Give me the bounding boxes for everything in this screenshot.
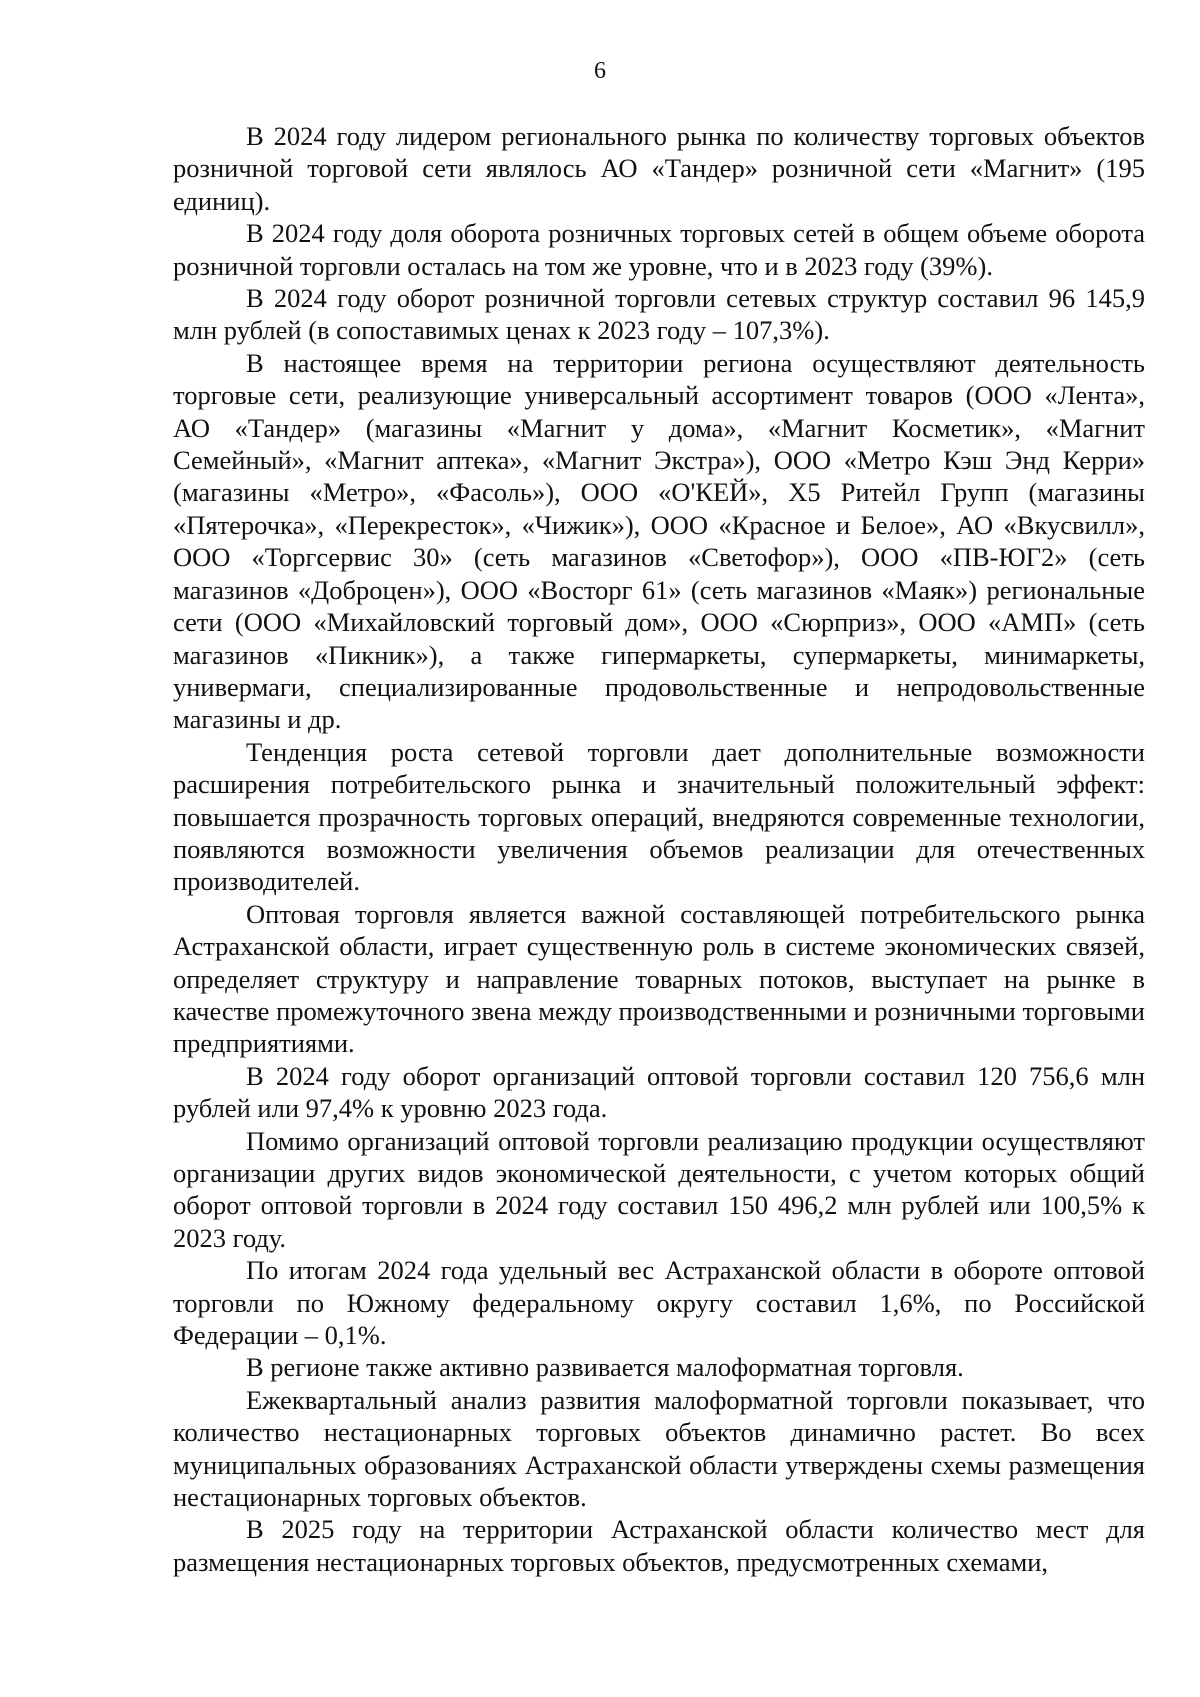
document-body	[173, 120, 1145, 1578]
paragraph-retail-share: В 2024 году доля оборота розничных торговых сетей в общем объеме оборота розничной торговли осталась на том же уровне, что и в 2023 году (39%).	[173, 218, 1145, 281]
paragraph-retail-turnover: В 2024 году оборот розничной торговли сетевых структур составил 96 145,9 млн рублей (в сопоставимых ценах к 2023 году – 107,3%).	[173, 283, 1145, 346]
paragraph-non-stationary-places: В 2025 году на территории Астраханской области количество мест для размещения нестационарных торговых объектов, предусмотренных схемами,	[173, 1514, 1145, 1577]
paragraph-wholesale-share: По итогам 2024 года удельный вес Астраханской области в обороте оптовой торговли по Южному федеральному округу составил 1,6%, по Российской Федерации – 0,1%.	[173, 1255, 1145, 1351]
paragraph-total-wholesale-turnover: Помимо организаций оптовой торговли реализацию продукции осуществляют организации других видов экономической деятельности, с учетом которых общий оборот оптовой торговли в 2024 году составил 150 496,2 млн рублей или 100,5% к 2023 году.	[173, 1125, 1145, 1253]
paragraph-small-format-trade: В регионе также активно развивается малоформатная торговля.	[246, 1352, 964, 1383]
paragraph-retail-leader: В 2024 году лидером регионального рынка по количеству торговых объектов розничной торговой сети являлось АО «Тандер» розничной сети «Магнит» (195 единиц).	[173, 121, 1145, 216]
paragraph-non-stationary-analysis: Ежеквартальный анализ развития малоформатной торговли показывает, что количество нестационарных торговых объектов динамично растет. Во всех муниципальных образованиях Астраханской области утверждены схемы размещения нестационарных торговых объектов.	[173, 1384, 1145, 1513]
paragraph-retail-chains-list: В настоящее время на территории региона осуществляют деятельность торговые сети, реализующие универсальный ассортимент товаров (ООО «Лента», АО «Тандер» (магазины «Магнит у дома», «Магнит Косметик», «Магнит Семейный», «Магнит аптека», «Магнит Экстра»), ООО «Метро Кэш Энд Керри» (магазины «Метро», «Фасоль»), ООО «О'КЕЙ», Х5 Ритейл Групп (магазины «Пятерочка», «Перекресток», «Чижик»), ООО «Красное и Белое», АО «Вкусвилл», ООО «Торгсервис 30» (сеть магазинов «Светофор»), ООО «ПВ-ЮГ2» (сеть магазинов «Доброцен»), ООО «Восторг 61» (сеть магазинов «Маяк») региональные сети (ООО «Михайловский торговый дом», ООО «Сюрприз», ООО «АМП» (сеть магазинов «Пикник»), а также гипермаркеты, супермаркеты, минимаркеты, универмаги, специализированные продовольственные и непродовольственные магазины и др.	[173, 347, 1145, 735]
paragraph-chain-trade-trend: Тенденция роста сетевой торговли дает дополнительные возможности расширения потребительского рынка и значительный положительный эффект: повышается прозрачность торговых операций, внедряются современные технологии, появляются возможности увеличения объемов реализации для отечественных производителей.	[173, 736, 1145, 897]
paragraph-wholesale-turnover: В 2024 году оборот организаций оптовой торговли составил 120 756,6 млн рублей или 97,4% к уровню 2023 года.	[173, 1060, 1145, 1124]
paragraph-wholesale-role: Оптовая торговля является важной составляющей потребительского рынка Астраханской области, играет существенную роль в системе экономических связей, определяет структуру и направление товарных потоков, выступает на рынке в качестве промежуточного звена между производственными и розничными торговыми предприятиями.	[173, 898, 1145, 1059]
page-number: 6	[594, 58, 606, 84]
